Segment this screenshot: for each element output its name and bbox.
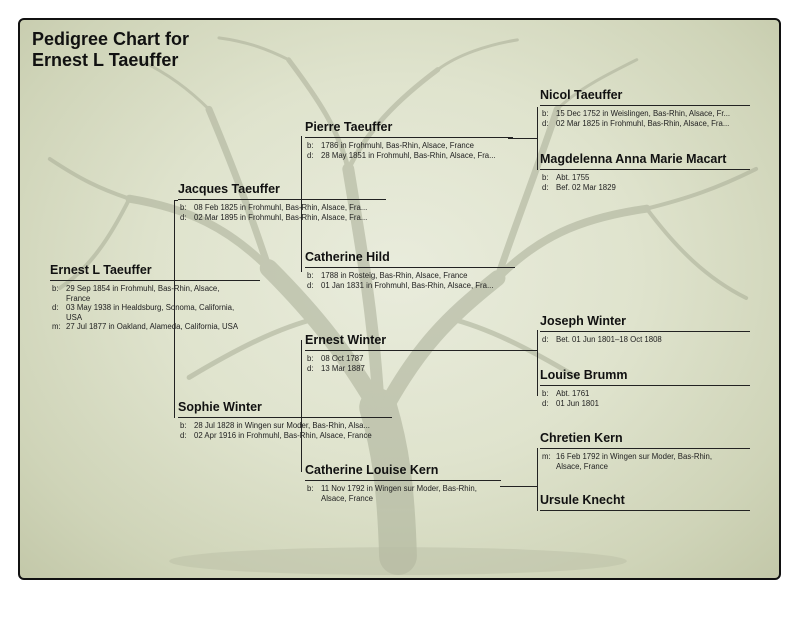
person-name: Catherine Louise Kern bbox=[305, 463, 501, 481]
fact-birth: b: Abt. 1755 bbox=[542, 173, 590, 182]
person-facts bbox=[540, 386, 750, 408]
person-ernest-winter[interactable] bbox=[305, 333, 505, 373]
person-name: Pierre Taeuffer bbox=[305, 120, 513, 138]
person-sophie-winter[interactable] bbox=[178, 400, 392, 440]
chart-frame bbox=[18, 18, 781, 580]
person-name: Ursule Knecht bbox=[540, 493, 750, 511]
person-joseph-winter[interactable] bbox=[540, 314, 750, 345]
chart-title bbox=[32, 29, 189, 71]
connector-gen3-b bbox=[537, 330, 538, 396]
connector-gen3-c bbox=[537, 448, 538, 511]
fact-death: d: 02 Mar 1825 in Frohmuhl, Bas-Rhin, Alsace, Fra... bbox=[542, 118, 730, 128]
person-name: Louise Brumm bbox=[540, 368, 750, 386]
fact-birth: b: 08 Feb 1825 in Frohmuhl, Bas-Rhin, Alsace, Fra... bbox=[180, 203, 368, 212]
fact-death: d: Bet. 01 Jun 1801–18 Oct 1808 bbox=[542, 335, 662, 344]
fact-death: d: 02 Mar 1895 in Frohmuhl, Bas-Rhin, Alsace, Fra... bbox=[180, 212, 368, 222]
fact-marriage: m: 27 Jul 1877 in Oakland, Alameda, California, USA bbox=[52, 322, 239, 332]
person-facts bbox=[540, 332, 750, 345]
chart-title-line1: Pedigree Chart for bbox=[32, 29, 190, 49]
person-jacques-taeuffer[interactable] bbox=[178, 182, 386, 222]
fact-death: d: 01 Jun 1801 bbox=[542, 398, 599, 408]
person-facts bbox=[50, 281, 260, 332]
person-facts bbox=[540, 449, 750, 471]
person-facts bbox=[540, 106, 750, 128]
person-facts bbox=[305, 481, 501, 503]
person-catherine-louise-kern[interactable] bbox=[305, 463, 501, 503]
fact-death: d: 28 May 1851 in Frohmuhl, Bas-Rhin, Alsace, Fra... bbox=[307, 150, 496, 160]
person-facts bbox=[178, 418, 392, 440]
person-name: Jacques Taeuffer bbox=[178, 182, 386, 200]
person-name: Ernest Winter bbox=[305, 333, 505, 351]
person-magdelenna-anna-marie-macart[interactable] bbox=[540, 152, 750, 192]
person-pierre-taeuffer[interactable] bbox=[305, 120, 513, 160]
connector-gen3-b-join bbox=[503, 350, 537, 351]
person-ursule-knecht[interactable] bbox=[540, 493, 750, 511]
fact-marriage: m: 16 Feb 1792 in Wingen sur Moder, Bas-Rhin, Alsace, France bbox=[542, 452, 713, 471]
person-name: Joseph Winter bbox=[540, 314, 750, 332]
fact-death: d: 01 Jan 1831 in Frohmuhl, Bas-Rhin, Alsace, Fra... bbox=[307, 280, 494, 290]
fact-birth: b: 15 Dec 1752 in Weislingen, Bas-Rhin, Alsace, Fr... bbox=[542, 109, 731, 118]
fact-death: d: Bef. 02 Mar 1829 bbox=[542, 182, 616, 192]
person-nicol-taeuffer[interactable] bbox=[540, 88, 750, 128]
person-name: Magdelenna Anna Marie Macart bbox=[540, 152, 750, 170]
fact-birth: b: 1788 in Rosteig, Bas-Rhin, Alsace, France bbox=[307, 271, 468, 280]
fact-birth: b: 11 Nov 1792 in Wingen sur Moder, Bas-Rhin, Alsace, France bbox=[307, 484, 477, 503]
connector-gen3-a bbox=[537, 107, 538, 170]
person-facts bbox=[540, 170, 750, 192]
person-name: Nicol Taeuffer bbox=[540, 88, 750, 106]
person-facts bbox=[305, 138, 513, 160]
person-louise-brumm[interactable] bbox=[540, 368, 750, 408]
fact-birth: b: Abt. 1761 bbox=[542, 389, 590, 398]
fact-death: d: 02 Apr 1916 in Frohmuhl, Bas-Rhin, Alsace, France bbox=[180, 430, 372, 440]
connector-gen3-c-join bbox=[500, 486, 537, 487]
chart-title-line2: Ernest L Taeuffer bbox=[32, 50, 179, 70]
fact-birth: b: 08 Oct 1787 bbox=[307, 354, 364, 363]
fact-death: d: 13 Mar 1887 bbox=[307, 363, 365, 373]
fact-birth: b: 28 Jul 1828 in Wingen sur Moder, Bas-Rhin, Alsa... bbox=[180, 421, 370, 430]
person-name: Catherine Hild bbox=[305, 250, 515, 268]
fact-birth: b: 29 Sep 1854 in Frohmuhl, Bas-Rhin, Alsace, France bbox=[52, 284, 220, 303]
fact-death: d: 03 May 1938 in Healdsburg, Sonoma, California, USA bbox=[52, 303, 235, 322]
person-name: Chretien Kern bbox=[540, 431, 750, 449]
person-chretien-kern[interactable] bbox=[540, 431, 750, 471]
person-name: Sophie Winter bbox=[178, 400, 392, 418]
person-ernest-l-taeuffer[interactable] bbox=[50, 263, 260, 332]
person-name: Ernest L Taeuffer bbox=[50, 263, 260, 281]
person-facts bbox=[305, 268, 515, 290]
person-catherine-hild[interactable] bbox=[305, 250, 515, 290]
fact-birth: b: 1786 in Frohmuhl, Bas-Rhin, Alsace, France bbox=[307, 141, 474, 150]
person-facts bbox=[305, 351, 505, 373]
person-facts bbox=[178, 200, 386, 222]
